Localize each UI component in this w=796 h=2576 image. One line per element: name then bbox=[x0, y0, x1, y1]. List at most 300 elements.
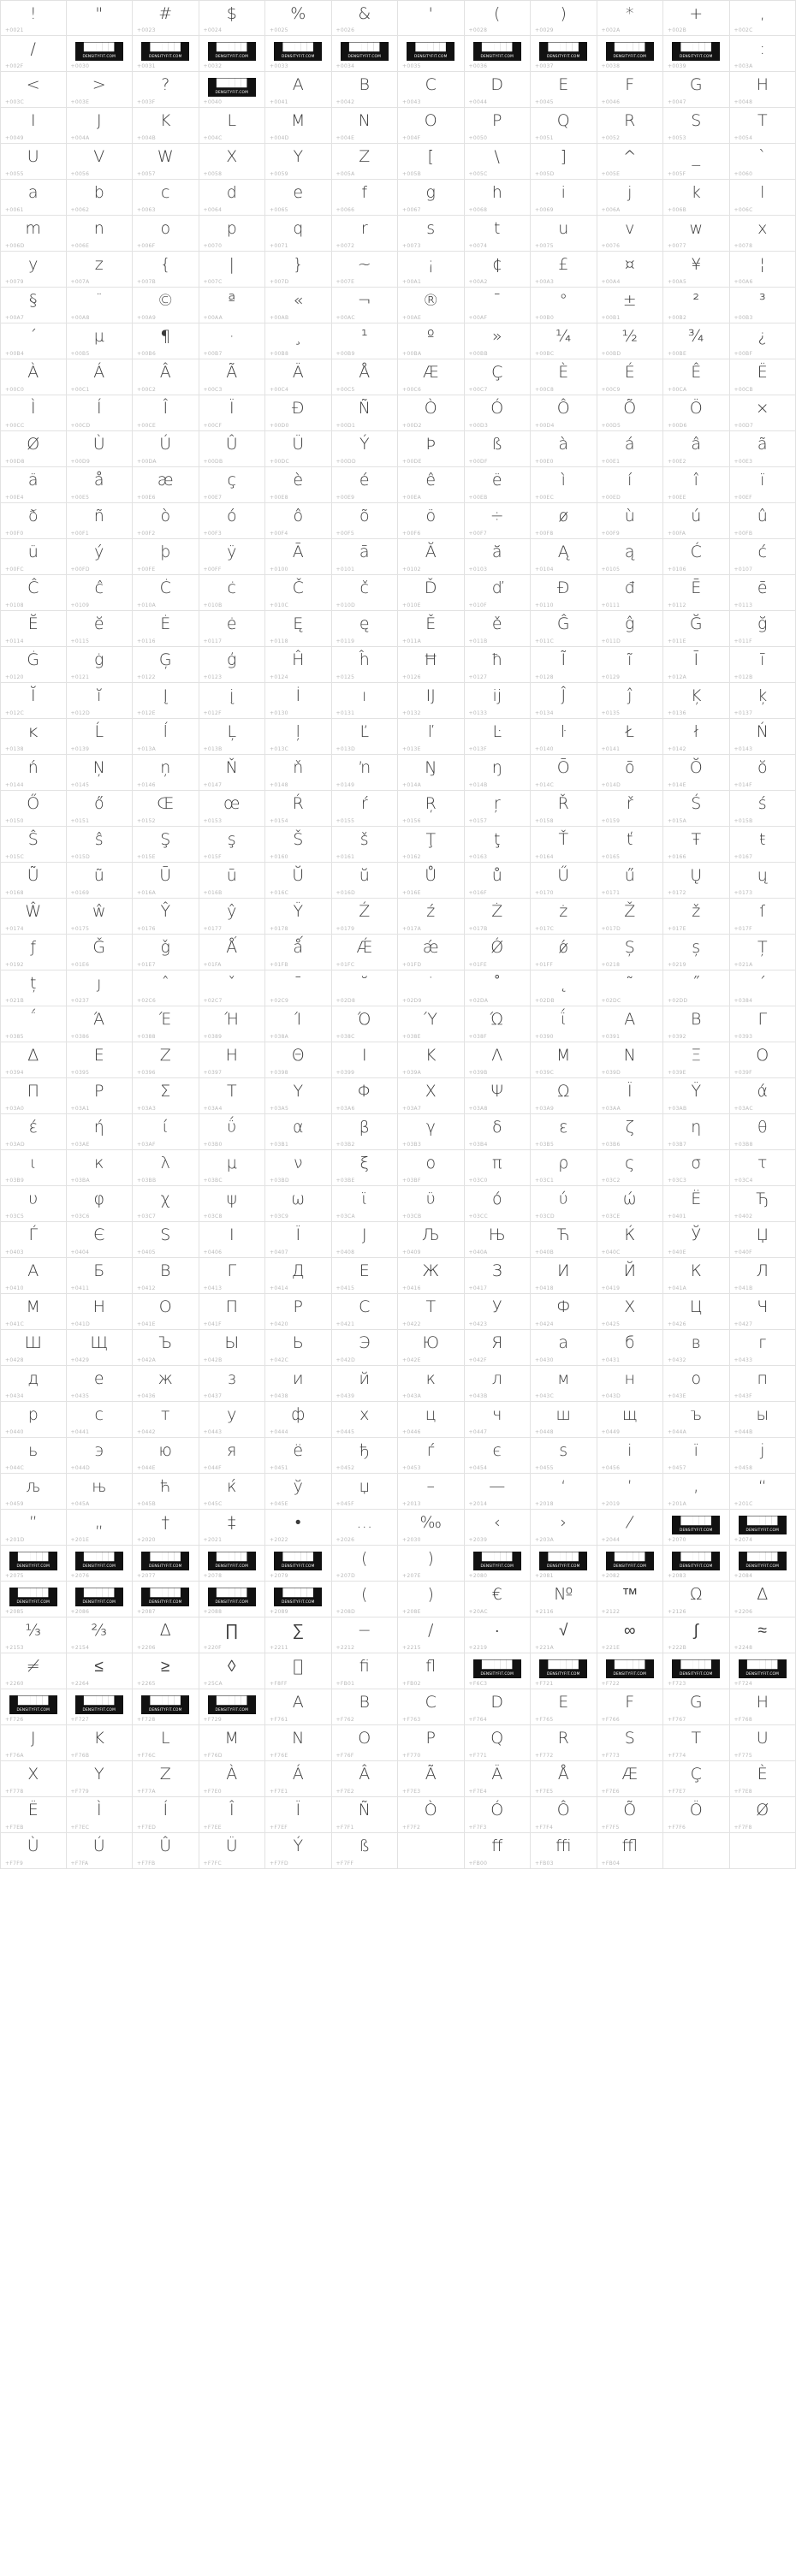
glyph-cell[interactable] bbox=[663, 827, 730, 863]
glyph-cell[interactable] bbox=[199, 755, 266, 791]
glyph-cell[interactable] bbox=[531, 108, 597, 144]
glyph-cell[interactable] bbox=[133, 791, 199, 827]
glyph-cell[interactable] bbox=[133, 431, 199, 467]
glyph-cell[interactable] bbox=[199, 575, 266, 611]
glyph-cell[interactable] bbox=[265, 719, 332, 755]
glyph-cell[interactable] bbox=[531, 935, 597, 970]
glyph-cell[interactable] bbox=[398, 1078, 465, 1114]
glyph-cell[interactable] bbox=[332, 288, 399, 323]
glyph-cell[interactable] bbox=[531, 863, 597, 899]
glyph-cell[interactable] bbox=[199, 719, 266, 755]
glyph-cell[interactable] bbox=[465, 1186, 532, 1222]
glyph-cell[interactable] bbox=[0, 1366, 67, 1402]
glyph-cell[interactable] bbox=[531, 1258, 597, 1294]
glyph-cell[interactable] bbox=[265, 467, 332, 503]
glyph-cell[interactable] bbox=[332, 1653, 399, 1689]
glyph-cell[interactable] bbox=[67, 611, 134, 647]
glyph-cell[interactable] bbox=[531, 1042, 597, 1078]
glyph-cell[interactable] bbox=[730, 539, 796, 575]
glyph-cell[interactable] bbox=[0, 1617, 67, 1653]
glyph-cell[interactable] bbox=[465, 395, 532, 431]
glyph-cell[interactable] bbox=[730, 1294, 796, 1330]
glyph-cell[interactable] bbox=[332, 0, 399, 36]
glyph-cell[interactable] bbox=[67, 1402, 134, 1438]
glyph-cell[interactable] bbox=[663, 1833, 730, 1869]
glyph-cell[interactable] bbox=[133, 1366, 199, 1402]
glyph-cell[interactable] bbox=[531, 323, 597, 359]
glyph-cell[interactable] bbox=[133, 575, 199, 611]
glyph-cell[interactable] bbox=[465, 288, 532, 323]
glyph-cell[interactable] bbox=[663, 1042, 730, 1078]
glyph-cell[interactable] bbox=[133, 1078, 199, 1114]
glyph-cell[interactable] bbox=[265, 1186, 332, 1222]
glyph-cell[interactable] bbox=[67, 1725, 134, 1761]
glyph-cell[interactable] bbox=[663, 180, 730, 216]
glyph-cell[interactable] bbox=[597, 252, 664, 288]
glyph-cell[interactable] bbox=[332, 575, 399, 611]
glyph-cell[interactable] bbox=[663, 144, 730, 180]
glyph-cell[interactable] bbox=[531, 1366, 597, 1402]
glyph-cell[interactable] bbox=[332, 1402, 399, 1438]
glyph-cell[interactable] bbox=[663, 1582, 730, 1617]
glyph-cell[interactable] bbox=[398, 1689, 465, 1725]
glyph-cell[interactable] bbox=[67, 1689, 134, 1725]
glyph-cell[interactable] bbox=[597, 575, 664, 611]
glyph-cell[interactable] bbox=[730, 1006, 796, 1042]
glyph-cell[interactable] bbox=[398, 1474, 465, 1510]
glyph-cell[interactable] bbox=[531, 1653, 597, 1689]
glyph-cell[interactable] bbox=[0, 1438, 67, 1474]
glyph-cell[interactable] bbox=[398, 503, 465, 539]
glyph-cell[interactable] bbox=[465, 970, 532, 1006]
glyph-cell[interactable] bbox=[332, 359, 399, 395]
glyph-cell[interactable] bbox=[67, 144, 134, 180]
glyph-cell[interactable] bbox=[465, 1114, 532, 1150]
glyph-cell[interactable] bbox=[465, 1366, 532, 1402]
glyph-cell[interactable] bbox=[398, 611, 465, 647]
glyph-cell[interactable] bbox=[398, 647, 465, 683]
glyph-cell[interactable] bbox=[663, 1258, 730, 1294]
glyph-cell[interactable] bbox=[531, 1546, 597, 1582]
glyph-cell[interactable] bbox=[265, 1222, 332, 1258]
glyph-cell[interactable] bbox=[332, 970, 399, 1006]
glyph-cell[interactable] bbox=[199, 1078, 266, 1114]
glyph-cell[interactable] bbox=[0, 288, 67, 323]
glyph-cell[interactable] bbox=[730, 1402, 796, 1438]
glyph-cell[interactable] bbox=[265, 899, 332, 935]
glyph-cell[interactable] bbox=[265, 791, 332, 827]
glyph-cell[interactable] bbox=[67, 1474, 134, 1510]
glyph-cell[interactable] bbox=[398, 288, 465, 323]
glyph-cell[interactable] bbox=[398, 1222, 465, 1258]
glyph-cell[interactable] bbox=[531, 503, 597, 539]
glyph-cell[interactable] bbox=[663, 1510, 730, 1546]
glyph-cell[interactable] bbox=[398, 1006, 465, 1042]
glyph-cell[interactable] bbox=[531, 1150, 597, 1186]
glyph-cell[interactable] bbox=[332, 1294, 399, 1330]
glyph-cell[interactable] bbox=[531, 1689, 597, 1725]
glyph-cell[interactable] bbox=[133, 359, 199, 395]
glyph-cell[interactable] bbox=[465, 144, 532, 180]
glyph-cell[interactable] bbox=[398, 144, 465, 180]
glyph-cell[interactable] bbox=[730, 970, 796, 1006]
glyph-cell[interactable] bbox=[67, 1438, 134, 1474]
glyph-cell[interactable] bbox=[133, 180, 199, 216]
glyph-cell[interactable] bbox=[730, 791, 796, 827]
glyph-cell[interactable] bbox=[332, 1330, 399, 1366]
glyph-cell[interactable] bbox=[0, 1761, 67, 1797]
glyph-cell[interactable] bbox=[332, 791, 399, 827]
glyph-cell[interactable] bbox=[597, 1474, 664, 1510]
glyph-cell[interactable] bbox=[133, 1653, 199, 1689]
glyph-cell[interactable] bbox=[199, 467, 266, 503]
glyph-cell[interactable] bbox=[332, 467, 399, 503]
glyph-cell[interactable] bbox=[398, 1797, 465, 1833]
glyph-cell[interactable] bbox=[663, 1078, 730, 1114]
glyph-cell[interactable] bbox=[663, 1006, 730, 1042]
glyph-cell[interactable] bbox=[133, 503, 199, 539]
glyph-cell[interactable] bbox=[730, 144, 796, 180]
glyph-cell[interactable] bbox=[265, 503, 332, 539]
glyph-cell[interactable] bbox=[597, 1366, 664, 1402]
glyph-cell[interactable] bbox=[265, 1797, 332, 1833]
glyph-cell[interactable] bbox=[332, 1833, 399, 1869]
glyph-cell[interactable] bbox=[465, 611, 532, 647]
glyph-cell[interactable] bbox=[265, 1150, 332, 1186]
glyph-cell[interactable] bbox=[597, 503, 664, 539]
glyph-cell[interactable] bbox=[265, 1761, 332, 1797]
glyph-cell[interactable] bbox=[663, 1689, 730, 1725]
glyph-cell[interactable] bbox=[199, 863, 266, 899]
glyph-cell[interactable] bbox=[531, 970, 597, 1006]
glyph-cell[interactable] bbox=[663, 1114, 730, 1150]
glyph-cell[interactable] bbox=[531, 467, 597, 503]
glyph-cell[interactable] bbox=[133, 1582, 199, 1617]
glyph-cell[interactable] bbox=[133, 1438, 199, 1474]
glyph-cell[interactable] bbox=[332, 1078, 399, 1114]
glyph-cell[interactable] bbox=[730, 288, 796, 323]
glyph-cell[interactable] bbox=[67, 467, 134, 503]
glyph-cell[interactable] bbox=[597, 1833, 664, 1869]
glyph-cell[interactable] bbox=[199, 539, 266, 575]
glyph-cell[interactable] bbox=[332, 899, 399, 935]
glyph-cell[interactable] bbox=[0, 252, 67, 288]
glyph-cell[interactable] bbox=[663, 719, 730, 755]
glyph-cell[interactable] bbox=[332, 1150, 399, 1186]
glyph-cell[interactable] bbox=[199, 216, 266, 252]
glyph-cell[interactable] bbox=[398, 0, 465, 36]
glyph-cell[interactable] bbox=[663, 683, 730, 719]
glyph-cell[interactable] bbox=[0, 1150, 67, 1186]
glyph-cell[interactable] bbox=[398, 899, 465, 935]
glyph-cell[interactable] bbox=[531, 1474, 597, 1510]
glyph-cell[interactable] bbox=[67, 180, 134, 216]
glyph-cell[interactable] bbox=[265, 1294, 332, 1330]
glyph-cell[interactable] bbox=[465, 827, 532, 863]
glyph-cell[interactable] bbox=[133, 647, 199, 683]
glyph-cell[interactable] bbox=[465, 1222, 532, 1258]
glyph-cell[interactable] bbox=[133, 252, 199, 288]
glyph-cell[interactable] bbox=[597, 683, 664, 719]
glyph-cell[interactable] bbox=[597, 1186, 664, 1222]
glyph-cell[interactable] bbox=[465, 539, 532, 575]
glyph-cell[interactable] bbox=[465, 359, 532, 395]
glyph-cell[interactable] bbox=[730, 1617, 796, 1653]
glyph-cell[interactable] bbox=[199, 1725, 266, 1761]
glyph-cell[interactable] bbox=[265, 108, 332, 144]
glyph-cell[interactable] bbox=[465, 431, 532, 467]
glyph-cell[interactable] bbox=[0, 395, 67, 431]
glyph-cell[interactable] bbox=[199, 827, 266, 863]
glyph-cell[interactable] bbox=[0, 1222, 67, 1258]
glyph-cell[interactable] bbox=[398, 180, 465, 216]
glyph-cell[interactable] bbox=[730, 1366, 796, 1402]
glyph-cell[interactable] bbox=[332, 216, 399, 252]
glyph-cell[interactable] bbox=[597, 1150, 664, 1186]
glyph-cell[interactable] bbox=[0, 827, 67, 863]
glyph-cell[interactable] bbox=[730, 1438, 796, 1474]
glyph-cell[interactable] bbox=[398, 575, 465, 611]
glyph-cell[interactable] bbox=[597, 1582, 664, 1617]
glyph-cell[interactable] bbox=[465, 719, 532, 755]
glyph-cell[interactable] bbox=[199, 1222, 266, 1258]
glyph-cell[interactable] bbox=[597, 0, 664, 36]
glyph-cell[interactable] bbox=[332, 503, 399, 539]
glyph-cell[interactable] bbox=[398, 72, 465, 108]
glyph-cell[interactable] bbox=[465, 935, 532, 970]
glyph-cell[interactable] bbox=[265, 1258, 332, 1294]
glyph-cell[interactable] bbox=[398, 252, 465, 288]
glyph-cell[interactable] bbox=[133, 216, 199, 252]
glyph-cell[interactable] bbox=[67, 935, 134, 970]
glyph-cell[interactable] bbox=[0, 1833, 67, 1869]
glyph-cell[interactable] bbox=[663, 1761, 730, 1797]
glyph-cell[interactable] bbox=[332, 1546, 399, 1582]
glyph-cell[interactable] bbox=[531, 1833, 597, 1869]
glyph-cell[interactable] bbox=[730, 1330, 796, 1366]
glyph-cell[interactable] bbox=[531, 827, 597, 863]
glyph-cell[interactable] bbox=[730, 108, 796, 144]
glyph-cell[interactable] bbox=[199, 1546, 266, 1582]
glyph-cell[interactable] bbox=[332, 1438, 399, 1474]
glyph-cell[interactable] bbox=[0, 899, 67, 935]
glyph-cell[interactable] bbox=[133, 1042, 199, 1078]
glyph-cell[interactable] bbox=[67, 791, 134, 827]
glyph-cell[interactable] bbox=[133, 395, 199, 431]
glyph-cell[interactable] bbox=[531, 144, 597, 180]
glyph-cell[interactable] bbox=[332, 1761, 399, 1797]
glyph-cell[interactable] bbox=[663, 323, 730, 359]
glyph-cell[interactable] bbox=[663, 1294, 730, 1330]
glyph-cell[interactable] bbox=[398, 719, 465, 755]
glyph-cell[interactable] bbox=[398, 431, 465, 467]
glyph-cell[interactable] bbox=[663, 0, 730, 36]
glyph-cell[interactable] bbox=[531, 899, 597, 935]
glyph-cell[interactable] bbox=[0, 1474, 67, 1510]
glyph-cell[interactable] bbox=[730, 1582, 796, 1617]
glyph-cell[interactable] bbox=[133, 755, 199, 791]
glyph-cell[interactable] bbox=[265, 1725, 332, 1761]
glyph-cell[interactable] bbox=[199, 647, 266, 683]
glyph-cell[interactable] bbox=[133, 935, 199, 970]
glyph-cell[interactable] bbox=[199, 1294, 266, 1330]
glyph-cell[interactable] bbox=[0, 575, 67, 611]
glyph-cell[interactable] bbox=[265, 323, 332, 359]
glyph-cell[interactable] bbox=[465, 575, 532, 611]
glyph-cell[interactable] bbox=[67, 503, 134, 539]
glyph-cell[interactable] bbox=[0, 359, 67, 395]
glyph-cell[interactable] bbox=[663, 1186, 730, 1222]
glyph-cell[interactable] bbox=[0, 719, 67, 755]
glyph-cell[interactable] bbox=[0, 1725, 67, 1761]
glyph-cell[interactable] bbox=[199, 1833, 266, 1869]
glyph-cell[interactable] bbox=[0, 1042, 67, 1078]
glyph-cell[interactable] bbox=[67, 1114, 134, 1150]
glyph-cell[interactable] bbox=[67, 1186, 134, 1222]
glyph-cell[interactable] bbox=[663, 755, 730, 791]
glyph-cell[interactable] bbox=[133, 611, 199, 647]
glyph-cell[interactable] bbox=[398, 1833, 465, 1869]
glyph-cell[interactable] bbox=[531, 1438, 597, 1474]
glyph-cell[interactable] bbox=[597, 467, 664, 503]
glyph-cell[interactable] bbox=[0, 1258, 67, 1294]
glyph-cell[interactable] bbox=[531, 1330, 597, 1366]
glyph-cell[interactable] bbox=[67, 1582, 134, 1617]
glyph-cell[interactable] bbox=[133, 1114, 199, 1150]
glyph-cell[interactable] bbox=[730, 1078, 796, 1114]
glyph-cell[interactable] bbox=[398, 539, 465, 575]
glyph-cell[interactable] bbox=[663, 539, 730, 575]
glyph-cell[interactable] bbox=[133, 1546, 199, 1582]
glyph-cell[interactable] bbox=[597, 1042, 664, 1078]
glyph-cell[interactable] bbox=[133, 1006, 199, 1042]
glyph-cell[interactable] bbox=[398, 36, 465, 72]
glyph-cell[interactable] bbox=[730, 180, 796, 216]
glyph-cell[interactable] bbox=[0, 935, 67, 970]
glyph-cell[interactable] bbox=[67, 575, 134, 611]
glyph-cell[interactable] bbox=[597, 935, 664, 970]
glyph-cell[interactable] bbox=[465, 1510, 532, 1546]
glyph-cell[interactable] bbox=[199, 36, 266, 72]
glyph-cell[interactable] bbox=[332, 935, 399, 970]
glyph-cell[interactable] bbox=[730, 503, 796, 539]
glyph-cell[interactable] bbox=[199, 683, 266, 719]
glyph-cell[interactable] bbox=[730, 1510, 796, 1546]
glyph-cell[interactable] bbox=[332, 1114, 399, 1150]
glyph-cell[interactable] bbox=[133, 288, 199, 323]
glyph-cell[interactable] bbox=[663, 467, 730, 503]
glyph-cell[interactable] bbox=[597, 216, 664, 252]
glyph-cell[interactable] bbox=[531, 72, 597, 108]
glyph-cell[interactable] bbox=[531, 791, 597, 827]
glyph-cell[interactable] bbox=[133, 1330, 199, 1366]
glyph-cell[interactable] bbox=[199, 503, 266, 539]
glyph-cell[interactable] bbox=[199, 108, 266, 144]
glyph-cell[interactable] bbox=[265, 1617, 332, 1653]
glyph-cell[interactable] bbox=[265, 359, 332, 395]
glyph-cell[interactable] bbox=[265, 431, 332, 467]
glyph-cell[interactable] bbox=[465, 72, 532, 108]
glyph-cell[interactable] bbox=[332, 1366, 399, 1402]
glyph-cell[interactable] bbox=[531, 1582, 597, 1617]
glyph-cell[interactable] bbox=[67, 323, 134, 359]
glyph-cell[interactable] bbox=[663, 431, 730, 467]
glyph-cell[interactable] bbox=[398, 323, 465, 359]
glyph-cell[interactable] bbox=[531, 539, 597, 575]
glyph-cell[interactable] bbox=[531, 647, 597, 683]
glyph-cell[interactable] bbox=[199, 1186, 266, 1222]
glyph-cell[interactable] bbox=[67, 108, 134, 144]
glyph-cell[interactable] bbox=[67, 539, 134, 575]
glyph-cell[interactable] bbox=[663, 1617, 730, 1653]
glyph-cell[interactable] bbox=[465, 108, 532, 144]
glyph-cell[interactable] bbox=[67, 395, 134, 431]
glyph-cell[interactable] bbox=[133, 1833, 199, 1869]
glyph-cell[interactable] bbox=[730, 216, 796, 252]
glyph-cell[interactable] bbox=[465, 0, 532, 36]
glyph-cell[interactable] bbox=[133, 144, 199, 180]
glyph-cell[interactable] bbox=[265, 216, 332, 252]
glyph-cell[interactable] bbox=[67, 647, 134, 683]
glyph-cell[interactable] bbox=[398, 1114, 465, 1150]
glyph-cell[interactable] bbox=[597, 108, 664, 144]
glyph-cell[interactable] bbox=[398, 791, 465, 827]
glyph-cell[interactable] bbox=[265, 1078, 332, 1114]
glyph-cell[interactable] bbox=[332, 611, 399, 647]
glyph-cell[interactable] bbox=[730, 1042, 796, 1078]
glyph-cell[interactable] bbox=[597, 1653, 664, 1689]
glyph-cell[interactable] bbox=[597, 1258, 664, 1294]
glyph-cell[interactable] bbox=[199, 1510, 266, 1546]
glyph-cell[interactable] bbox=[730, 252, 796, 288]
glyph-cell[interactable] bbox=[133, 1402, 199, 1438]
glyph-cell[interactable] bbox=[67, 683, 134, 719]
glyph-cell[interactable] bbox=[133, 108, 199, 144]
glyph-cell[interactable] bbox=[199, 323, 266, 359]
glyph-cell[interactable] bbox=[265, 1402, 332, 1438]
glyph-cell[interactable] bbox=[199, 1258, 266, 1294]
glyph-cell[interactable] bbox=[67, 1546, 134, 1582]
glyph-cell[interactable] bbox=[67, 755, 134, 791]
glyph-cell[interactable] bbox=[531, 1186, 597, 1222]
glyph-cell[interactable] bbox=[332, 252, 399, 288]
glyph-cell[interactable] bbox=[730, 935, 796, 970]
glyph-cell[interactable] bbox=[663, 359, 730, 395]
glyph-cell[interactable] bbox=[531, 1078, 597, 1114]
glyph-cell[interactable] bbox=[199, 288, 266, 323]
glyph-cell[interactable] bbox=[730, 395, 796, 431]
glyph-cell[interactable] bbox=[67, 72, 134, 108]
glyph-cell[interactable] bbox=[465, 1330, 532, 1366]
glyph-cell[interactable] bbox=[199, 970, 266, 1006]
glyph-cell[interactable] bbox=[133, 1186, 199, 1222]
glyph-cell[interactable] bbox=[67, 288, 134, 323]
glyph-cell[interactable] bbox=[67, 1258, 134, 1294]
glyph-cell[interactable] bbox=[465, 467, 532, 503]
glyph-cell[interactable] bbox=[265, 863, 332, 899]
glyph-cell[interactable] bbox=[199, 1438, 266, 1474]
glyph-cell[interactable] bbox=[133, 467, 199, 503]
glyph-cell[interactable] bbox=[265, 1114, 332, 1150]
glyph-cell[interactable] bbox=[465, 1258, 532, 1294]
glyph-cell[interactable] bbox=[730, 467, 796, 503]
glyph-cell[interactable] bbox=[0, 108, 67, 144]
glyph-cell[interactable] bbox=[597, 180, 664, 216]
glyph-cell[interactable] bbox=[663, 1653, 730, 1689]
glyph-cell[interactable] bbox=[663, 1546, 730, 1582]
glyph-cell[interactable] bbox=[663, 575, 730, 611]
glyph-cell[interactable] bbox=[730, 1222, 796, 1258]
